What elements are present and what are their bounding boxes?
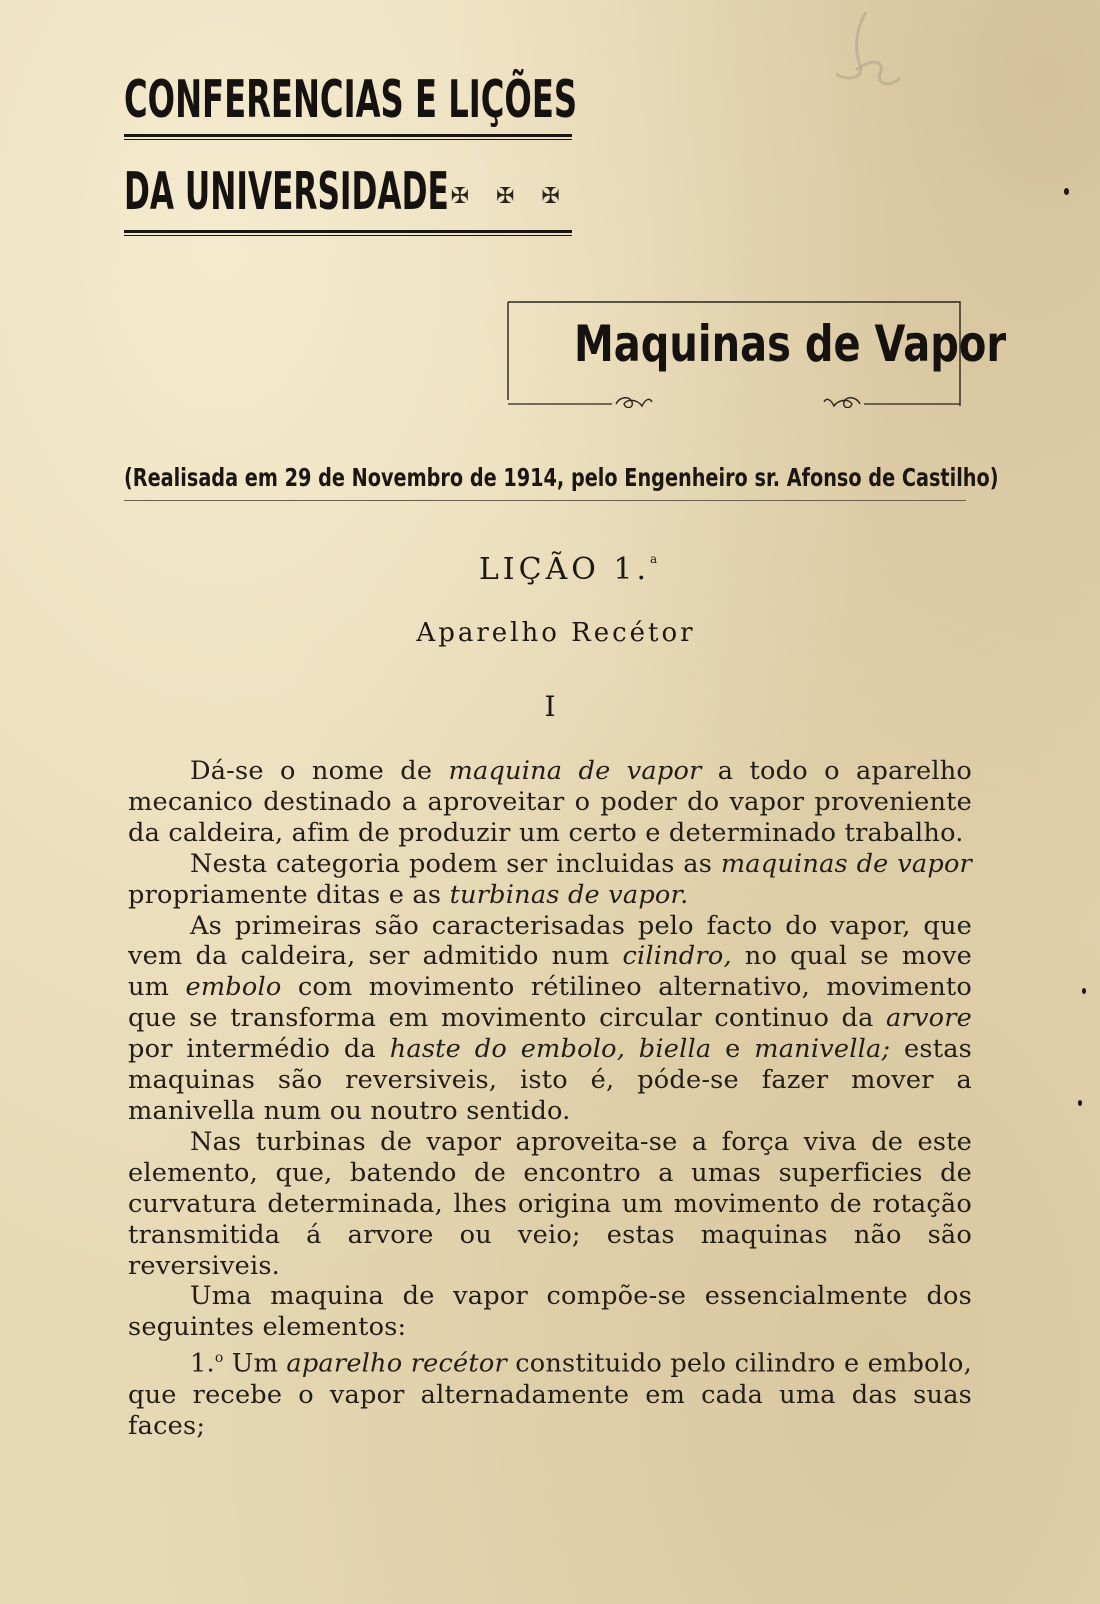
paragraph-1 <box>128 756 972 849</box>
paragraph-3-a: As primeiras são caracterisadas pelo facto do vapor, que vem da caldeira, ser admitido num <box>128 910 972 972</box>
paragraph-2-term-2: turbinas de vapor. <box>449 879 689 910</box>
item-number: 1. <box>190 1348 215 1379</box>
paragraph-2-term-1: maquinas de vapor <box>720 848 972 879</box>
paragraph-6-term: aparelho recétor <box>286 1348 507 1379</box>
masthead-bottom-rule-thin <box>124 235 572 236</box>
lesson-number-sup: a <box>650 552 658 566</box>
masthead-line-1: CONFERENCIAS E LIÇÕES <box>124 70 578 130</box>
paragraph-2-a: Nesta categoria podem ser incluidas as <box>190 848 721 879</box>
handwritten-mark-icon <box>826 8 906 98</box>
paper-speck <box>1078 1100 1082 1106</box>
paragraph-1-term: maquina de vapor <box>448 756 702 786</box>
masthead-rule-thin <box>124 139 572 140</box>
paper-speck <box>1082 988 1086 994</box>
paragraph-3 <box>128 911 972 1127</box>
paragraph-3-term-arvore: arvore <box>886 1003 972 1034</box>
paragraph-1-a: Dá-se o nome de <box>190 756 449 786</box>
masthead-rule <box>124 134 572 137</box>
paragraph-2 <box>128 849 972 911</box>
paragraph-3-g: por intermédio da <box>128 1034 390 1065</box>
paragraph-3-e: com movimento rétilineo alternativo, movimento que se transforma em movimento circular continuo da <box>128 972 972 1034</box>
subtitle: (Realisada em 29 de Novembro de 1914, pelo Engenheiro sr. Afonso de Castilho) <box>124 463 999 492</box>
lesson-number-text: LIÇÃO 1. <box>478 552 650 587</box>
title-box <box>504 298 1007 408</box>
item-number-sup: o <box>214 1350 224 1367</box>
ornament-icon: ✠ ✠ ✠ <box>450 184 570 209</box>
lesson-title: Aparelho Recétor <box>416 618 696 648</box>
paragraph-4: Nas turbinas de vapor aproveita-se a força viva de este elemento, que, batendo de encontro a umas superficies de curvatura determinada, lhes origina um movimento de rotação transmitida á arvore ou veio; estas maquinas não são reversiveis. <box>128 1126 972 1281</box>
paragraph-6-a: Um <box>223 1348 287 1379</box>
paragraph-6 <box>128 1343 972 1441</box>
paragraph-3-term-haste: haste do embolo, biella <box>389 1034 712 1065</box>
document-title: Maquinas de Vapor <box>574 315 1007 373</box>
masthead-line-2: DA UNIVERSIDADE <box>124 162 449 222</box>
masthead <box>124 68 578 236</box>
paragraph-1-c: a todo o aparelho mecanico destinado a aproveitar o poder do vapor proveniente da caldeira, afim de produzir um certo e determinado trabalho. <box>128 756 972 848</box>
masthead-bottom-rule <box>124 230 572 233</box>
paragraph-5: Uma maquina de vapor compõe-se essencialmente dos seguintes elementos: <box>128 1281 972 1343</box>
paper-speck <box>1064 188 1069 195</box>
paragraph-3-k: estas maquinas são reversiveis, isto é, póde-se fazer mover a manivella num ou noutro sentido. <box>128 1034 973 1126</box>
paragraph-6-c: constituido pelo cilindro e embolo, que recebe o vapor alternadamente em cada uma das suas faces; <box>128 1348 972 1441</box>
paragraph-3-term-manivella: manivella; <box>754 1034 891 1065</box>
paragraph-3-c: no qual se move um <box>128 941 972 1003</box>
body-text <box>128 756 972 1441</box>
paragraph-3-i: e <box>711 1034 755 1065</box>
paragraph-2-c: propriamente ditas e as <box>128 879 450 910</box>
paragraph-3-term-embolo: embolo <box>185 972 282 1003</box>
section-numeral: I <box>544 690 556 723</box>
masthead-line-2-row <box>124 160 572 224</box>
lesson-number <box>0 552 1100 587</box>
paragraph-3-term-cilindro: cilindro, <box>622 941 732 972</box>
subtitle-rule <box>124 500 966 501</box>
